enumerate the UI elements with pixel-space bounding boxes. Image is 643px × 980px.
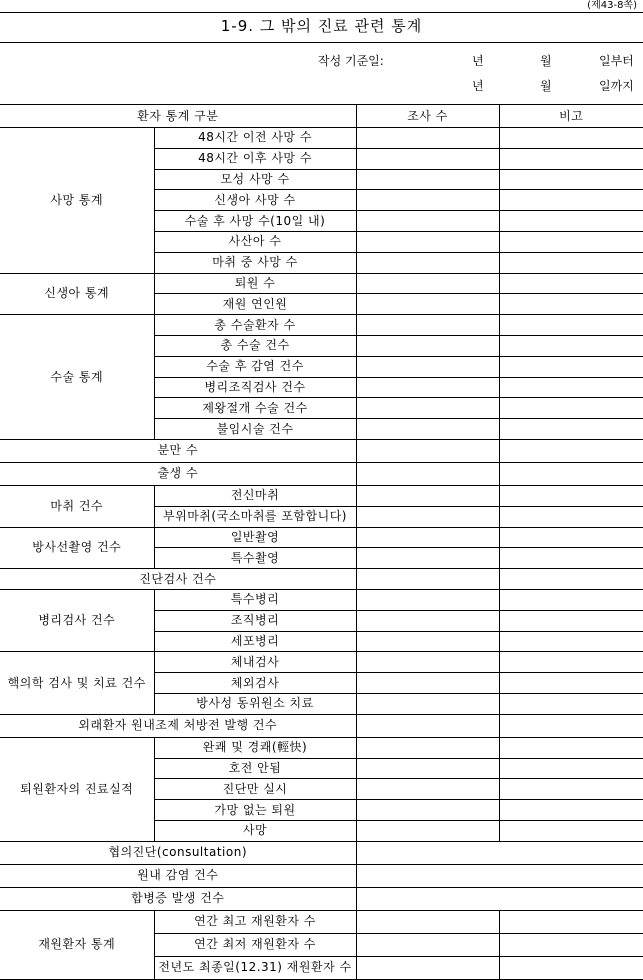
count-cell[interactable] <box>356 506 499 527</box>
row-label: 완쾌 및 경쾌(輕快) <box>154 737 356 758</box>
remarks-cell[interactable] <box>499 335 643 356</box>
row-label: 특수촬영 <box>154 548 356 569</box>
count-cell[interactable] <box>356 356 499 377</box>
outpatient-rx-label: 외래환자 원내조제 처방전 발행 건수 <box>0 714 356 737</box>
count-cell[interactable] <box>356 252 499 273</box>
discharge-label: 퇴원환자의 진료실적 <box>0 737 154 841</box>
remarks-cell[interactable] <box>499 589 643 610</box>
row-label: 수술 후 감염 건수 <box>154 356 356 377</box>
remarks-cell[interactable] <box>499 956 643 979</box>
row-label: 제왕절개 수술 건수 <box>154 398 356 419</box>
remarks-cell[interactable] <box>499 231 643 252</box>
page-number-note: (제43-8쪽) <box>587 0 637 11</box>
count-cell[interactable] <box>356 779 499 800</box>
row-label: 총 수술 건수 <box>154 335 356 356</box>
row-label: 특수병리 <box>154 589 356 610</box>
count-cell[interactable] <box>356 569 499 590</box>
count-cell[interactable] <box>356 610 499 631</box>
remarks-cell[interactable] <box>499 910 643 933</box>
remarks-cell[interactable] <box>499 190 643 211</box>
header-remarks: 비고 <box>499 105 643 128</box>
remarks-cell[interactable] <box>499 779 643 800</box>
row-label: 연간 최고 재원환자 수 <box>154 910 356 933</box>
row-label: 체내검사 <box>154 652 356 673</box>
row-label: 마취 중 사망 수 <box>154 252 356 273</box>
row-label: 체외검사 <box>154 673 356 694</box>
statistics-table <box>0 104 643 980</box>
nuclear-medicine-cell <box>0 652 154 714</box>
remarks-cell[interactable] <box>499 820 643 841</box>
row-label: 수술 후 사망 수(10일 내) <box>154 211 356 232</box>
remarks-cell[interactable] <box>499 714 643 737</box>
row-label: 신생아 사망 수 <box>154 190 356 211</box>
date-year-to: 년 <box>472 79 484 93</box>
count-cell[interactable] <box>356 377 499 398</box>
remarks-cell[interactable] <box>499 737 643 758</box>
count-cell[interactable] <box>356 714 499 737</box>
death-stats-label: 사망 통계 <box>0 128 154 274</box>
count-cell[interactable] <box>356 820 499 841</box>
row-label: 48시간 이전 사망 수 <box>154 128 356 149</box>
count-cell[interactable] <box>356 589 499 610</box>
row-label: 세포병리 <box>154 631 356 652</box>
row-label: 연간 최저 재원환자 수 <box>154 933 356 956</box>
remarks-cell[interactable] <box>499 462 643 485</box>
count-cell[interactable] <box>356 864 643 887</box>
page-title: 1-9. 그 밖의 진료 관련 통계 <box>220 17 423 35</box>
inpatient-label: 재원환자 통계 <box>0 910 154 979</box>
count-cell[interactable] <box>356 148 499 169</box>
remarks-cell[interactable] <box>499 294 643 315</box>
remarks-cell[interactable] <box>499 610 643 631</box>
header-count: 조사 수 <box>356 105 499 128</box>
row-label: 전년도 최종일(12.31) 재원환자 수 <box>154 956 356 979</box>
remarks-cell[interactable] <box>499 419 643 440</box>
count-cell[interactable] <box>356 462 499 485</box>
header-row <box>0 105 643 128</box>
row-label: 48시간 이후 사망 수 <box>154 148 356 169</box>
count-cell[interactable] <box>356 758 499 779</box>
nuclear-medicine-label: 핵의학 검사 및 치료 건수 <box>7 675 146 690</box>
remarks-cell[interactable] <box>499 485 643 506</box>
count-cell[interactable] <box>356 548 499 569</box>
count-cell[interactable] <box>356 231 499 252</box>
remarks-cell[interactable] <box>499 527 643 548</box>
count-cell[interactable] <box>356 190 499 211</box>
infection-label: 원내 감염 건수 <box>0 864 356 887</box>
remarks-cell[interactable] <box>499 211 643 232</box>
remarks-cell[interactable] <box>499 252 643 273</box>
row-label: 가망 없는 퇴원 <box>154 800 356 821</box>
count-cell[interactable] <box>356 485 499 506</box>
row-label: 불임시술 건수 <box>154 419 356 440</box>
date-month-from: 월 <box>540 54 552 68</box>
row-label: 호전 안됨 <box>154 758 356 779</box>
remarks-cell[interactable] <box>499 356 643 377</box>
date-month-to: 월 <box>540 79 552 93</box>
remarks-cell[interactable] <box>499 673 643 694</box>
row-label: 부위마취(국소마취를 포함합니다) <box>154 506 356 527</box>
count-cell[interactable] <box>356 398 499 419</box>
count-cell[interactable] <box>356 315 499 336</box>
count-cell[interactable] <box>356 169 499 190</box>
remarks-cell[interactable] <box>499 548 643 569</box>
count-cell[interactable] <box>356 211 499 232</box>
count-cell[interactable] <box>356 335 499 356</box>
remarks-cell[interactable] <box>499 128 643 149</box>
row-label: 재원 연인원 <box>154 294 356 315</box>
remarks-cell[interactable] <box>499 377 643 398</box>
count-cell[interactable] <box>356 652 499 673</box>
row-label: 퇴원 수 <box>154 273 356 294</box>
pathology-label: 병리검사 건수 <box>0 589 154 651</box>
count-cell[interactable] <box>356 956 499 979</box>
row-label: 모성 사망 수 <box>154 169 356 190</box>
remarks-cell[interactable] <box>499 693 643 714</box>
radiology-label: 방사선촬영 건수 <box>0 527 154 569</box>
title-rule <box>0 42 643 43</box>
remarks-cell[interactable] <box>499 273 643 294</box>
complication-label: 합병증 발생 건수 <box>0 887 356 910</box>
remarks-cell[interactable] <box>499 652 643 673</box>
date-from-suffix: 일부터 <box>599 54 634 68</box>
row-label: 사망 <box>154 820 356 841</box>
newborn-stats-label: 신생아 통계 <box>0 273 154 315</box>
births-label: 출생 수 <box>0 462 356 485</box>
remarks-cell[interactable] <box>499 631 643 652</box>
count-cell[interactable] <box>356 294 499 315</box>
row-label: 병리조직검사 건수 <box>154 377 356 398</box>
row-label: 총 수술환자 수 <box>154 315 356 336</box>
count-cell[interactable] <box>356 128 499 149</box>
date-to-suffix: 일까지 <box>599 79 634 93</box>
row-label: 일반촬영 <box>154 527 356 548</box>
count-cell[interactable] <box>356 439 499 462</box>
row-label: 조직병리 <box>154 610 356 631</box>
remarks-cell[interactable] <box>499 169 643 190</box>
remarks-cell[interactable] <box>499 506 643 527</box>
remarks-cell[interactable] <box>499 569 643 590</box>
count-cell[interactable] <box>356 419 499 440</box>
count-cell[interactable] <box>356 841 643 864</box>
consultation-label: 협의진단(consultation) <box>0 841 356 864</box>
row-label: 사산아 수 <box>154 231 356 252</box>
count-cell[interactable] <box>356 693 499 714</box>
count-cell[interactable] <box>356 527 499 548</box>
remarks-cell[interactable] <box>499 315 643 336</box>
count-cell[interactable] <box>356 910 499 933</box>
surgery-stats-label: 수술 통계 <box>0 315 154 440</box>
count-cell[interactable] <box>356 887 643 910</box>
remarks-cell[interactable] <box>499 758 643 779</box>
remarks-cell[interactable] <box>499 800 643 821</box>
remarks-cell[interactable] <box>499 933 643 956</box>
diagnostic-tests-label: 진단검사 건수 <box>0 569 356 590</box>
count-cell[interactable] <box>356 673 499 694</box>
remarks-cell[interactable] <box>499 398 643 419</box>
header-category: 환자 통계 구분 <box>0 105 356 128</box>
date-year-from: 년 <box>472 54 484 68</box>
row-label: 전신마취 <box>154 485 356 506</box>
count-cell[interactable] <box>356 800 499 821</box>
count-cell[interactable] <box>356 631 499 652</box>
row-label: 진단만 실시 <box>154 779 356 800</box>
anesthesia-label: 마취 건수 <box>0 485 154 527</box>
count-cell[interactable] <box>356 933 499 956</box>
count-cell[interactable] <box>356 273 499 294</box>
remarks-cell[interactable] <box>499 439 643 462</box>
delivery-label: 분만 수 <box>0 439 356 462</box>
remarks-cell[interactable] <box>499 148 643 169</box>
count-cell[interactable] <box>356 737 499 758</box>
date-label: 작성 기준일: <box>318 54 384 68</box>
row-label: 방사성 동위원소 치료 <box>154 693 356 714</box>
